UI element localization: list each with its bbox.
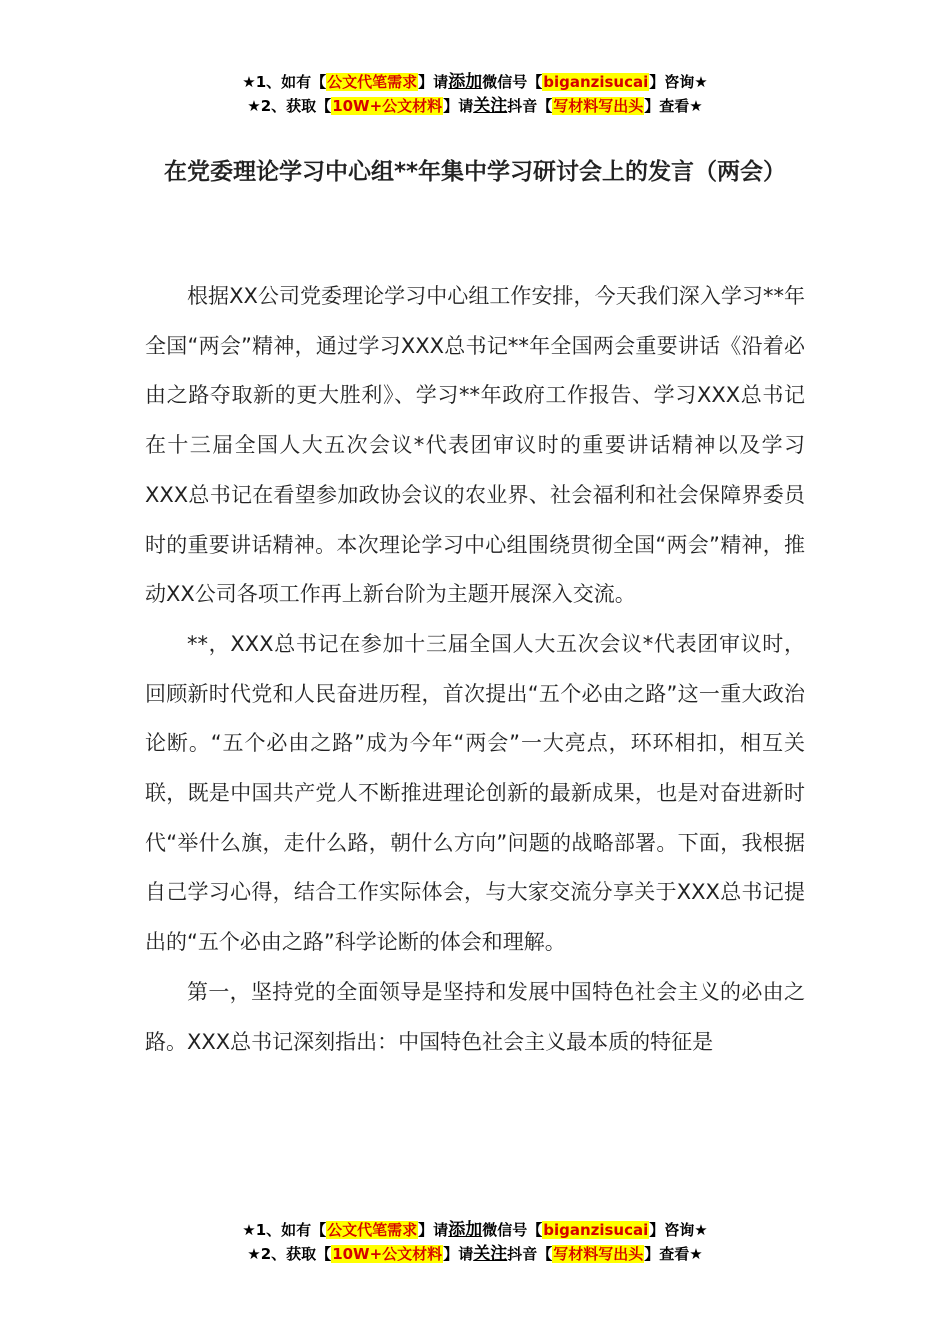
banner-highlight: 写材料写出头 [553, 1245, 644, 1263]
footer-banner [0, 1218, 950, 1266]
header-banner [0, 70, 950, 118]
banner-text: 】请 [443, 97, 474, 115]
banner-emphasis: 关注 [473, 1244, 508, 1264]
banner-highlight: 公文代笔需求 [327, 1221, 418, 1239]
banner-text: 】请 [418, 73, 449, 91]
banner-line-1 [0, 70, 950, 94]
banner-text: 】咨询★ [649, 1221, 708, 1239]
banner-text: 抖音【 [507, 1245, 553, 1263]
banner-line-2 [0, 94, 950, 118]
banner-emphasis: 添加 [448, 72, 483, 92]
banner-highlight: biganzisucai [543, 73, 649, 91]
paragraph-2: **，XXX总书记在参加十三届全国人大五次会议*代表团审议时，回顾新时代党和人民奋进历程，首次提出“五个必由之路”这一重大政治论断。“五个必由之路”成为今年“两会”一大亮点，环环相扣，相互关联，既是中国共产党人不断推进理论创新的最新成果，也是对奋进新时代“举什么旗，走什么路，朝什么方向”问题的战略部署。下面，我根据自己学习心得，结合工作实际体会，与大家交流分享关于XXX总书记提出的“五个必由之路”科学论断的体会和理解。 [145, 631, 805, 955]
banner-emphasis: 添加 [448, 1220, 483, 1240]
banner-text: 】查看★ [644, 97, 703, 115]
paragraph-1: 根据XX公司党委理论学习中心组工作安排，今天我们深入学习**年全国“两会”精神，通过学习XXX总书记**年全国两会重要讲话《沿着必由之路夺取新的更大胜利》、学习**年政府工作报告、学习XXX总书记在十三届全国人大五次会议*代表团审议时的重要讲话精神以及学习XXX总书记在看望参加政协会议的农业界、社会福利和社会保障界委员时的重要讲话精神。本次理论学习中心组围绕贯彻全国“两会”精神，推动XX公司各项工作再上新台阶为主题开展深入交流。 [145, 284, 805, 607]
banner-text: 抖音【 [507, 97, 553, 115]
banner-text: ★2、获取【 [247, 1245, 332, 1263]
banner-line-1 [0, 1218, 950, 1242]
banner-text: ★1、如有【 [242, 1221, 327, 1239]
paragraph-3: 第一，坚持党的全面领导是坚持和发展中国特色社会主义的必由之路。XXX总书记深刻指出：中国特色社会主义最本质的特征是 [145, 979, 805, 1054]
banner-text: 微信号【 [482, 73, 543, 91]
banner-text: ★2、获取【 [247, 97, 332, 115]
banner-highlight: 10W+公文材料 [332, 1245, 443, 1263]
document-body [145, 272, 805, 1067]
banner-text: 微信号【 [482, 1221, 543, 1239]
banner-text: 】查看★ [644, 1245, 703, 1263]
banner-text: 】咨询★ [649, 73, 708, 91]
banner-highlight: biganzisucai [543, 1221, 649, 1239]
banner-emphasis: 关注 [473, 96, 508, 116]
banner-highlight: 写材料写出头 [553, 97, 644, 115]
banner-highlight: 10W+公文材料 [332, 97, 443, 115]
banner-text: 】请 [418, 1221, 449, 1239]
banner-highlight: 公文代笔需求 [327, 73, 418, 91]
banner-text: ★1、如有【 [242, 73, 327, 91]
document-title: 在党委理论学习中心组**年集中学习研讨会上的发言（两会） [163, 159, 787, 185]
banner-line-2 [0, 1242, 950, 1266]
banner-text: 】请 [443, 1245, 474, 1263]
